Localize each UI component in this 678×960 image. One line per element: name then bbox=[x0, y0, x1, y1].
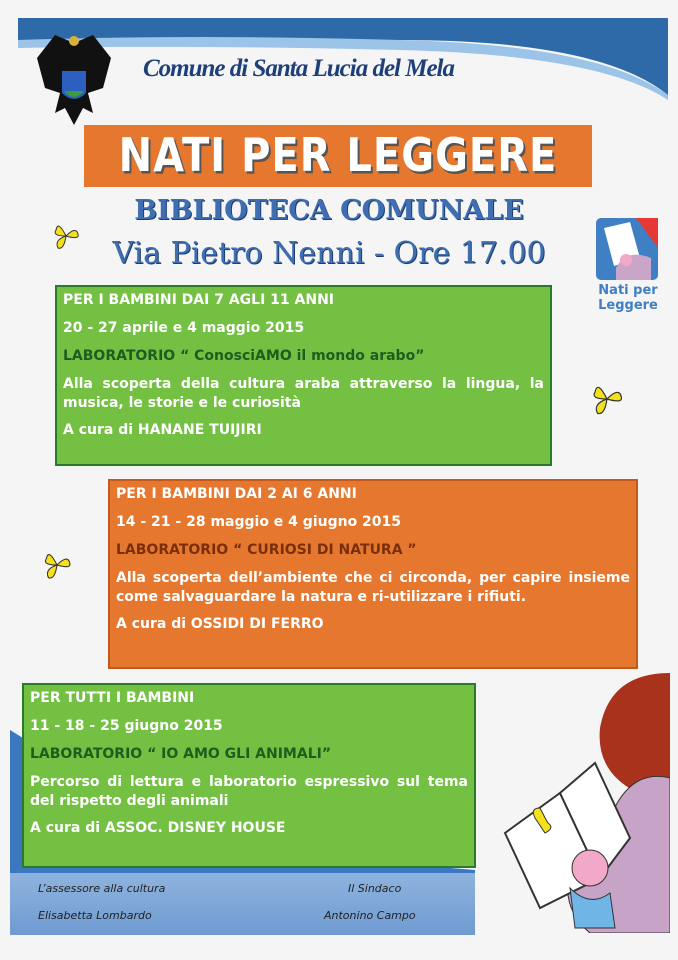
event-curator: A cura di ASSOC. DISNEY HOUSE bbox=[30, 820, 286, 837]
event-workshop: LABORATORIO “ ConosciAMO il mondo arabo” bbox=[63, 347, 425, 364]
signatures bbox=[10, 873, 475, 935]
mayor-role: Il Sindaco bbox=[348, 882, 402, 895]
butterfly-icon bbox=[40, 548, 74, 582]
event-description: Alla scoperta della cultura araba attraverso la lingua, la musica, le storie e le curiosità bbox=[63, 375, 544, 411]
event-curator: A cura di HANANE TUIJIRI bbox=[63, 422, 262, 439]
assessor-role: L’assessore alla cultura bbox=[38, 882, 166, 895]
event-curator: A cura di OSSIDI DI FERRO bbox=[116, 616, 324, 633]
event-dates: 20 - 27 aprile e 4 maggio 2015 bbox=[63, 319, 305, 336]
title-banner bbox=[84, 125, 592, 187]
event-description: Percorso di lettura e laboratorio espressivo sul tema del rispetto degli animali bbox=[30, 773, 468, 809]
event-workshop: LABORATORIO “ CURIOSI DI NATURA ” bbox=[116, 541, 417, 558]
butterfly-icon bbox=[588, 380, 626, 418]
assessor-name: Elisabetta Lombardo bbox=[38, 909, 152, 922]
event-dates: 11 - 18 - 25 giugno 2015 bbox=[30, 717, 223, 734]
butterfly-icon bbox=[50, 220, 82, 252]
venue-name: BIBLIOTECA COMUNALE bbox=[134, 195, 524, 226]
event-card bbox=[55, 285, 552, 466]
event-description: Alla scoperta dell’ambiente che ci circonda, per capire insieme come salvaguardare la natura e ri-utilizzare i rifiuti. bbox=[116, 569, 630, 605]
mayor-name: Antonino Campo bbox=[324, 909, 416, 922]
nati-per-leggere-logo bbox=[596, 218, 658, 280]
child-reading-illustration bbox=[500, 668, 670, 933]
event-card bbox=[22, 683, 476, 868]
event-audience: PER TUTTI I BAMBINI bbox=[30, 690, 195, 706]
poster-title: NATI PER LEGGERE bbox=[118, 129, 558, 183]
logo-text: Nati per Leggere bbox=[598, 283, 658, 313]
coat-of-arms-icon bbox=[35, 33, 113, 128]
event-audience: PER I BAMBINI DAI 2 AI 6 ANNI bbox=[116, 486, 357, 502]
event-workshop: LABORATORIO “ IO AMO GLI ANIMALI” bbox=[30, 745, 332, 762]
event-card bbox=[108, 479, 638, 669]
municipality-name: Comune di Santa Lucia del Mela bbox=[143, 55, 455, 82]
event-dates: 14 - 21 - 28 maggio e 4 giugno 2015 bbox=[116, 513, 402, 530]
event-audience: PER I BAMBINI DAI 7 AGLI 11 ANNI bbox=[63, 292, 334, 308]
address-time: Via Pietro Nenni - Ore 17.00 bbox=[112, 236, 546, 271]
